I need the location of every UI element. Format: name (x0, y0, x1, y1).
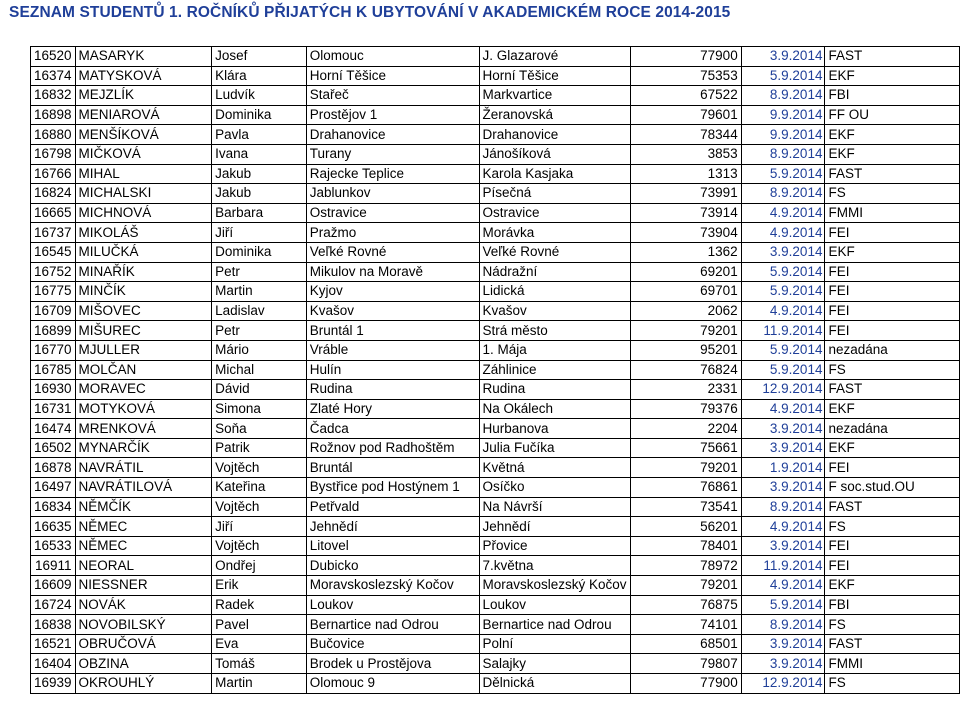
cell-city: Čadca (306, 419, 479, 439)
cell-faculty: EKF (825, 438, 960, 458)
cell-postal-code: 3853 (630, 144, 741, 164)
cell-surname: MINČÍK (75, 282, 212, 302)
cell-city: Bystřice pod Hostýnem 1 (306, 478, 479, 498)
cell-city: Ostravice (306, 203, 479, 223)
table-row (31, 144, 960, 164)
cell-date: 4.9.2014 (741, 223, 825, 243)
cell-street: Loukov (479, 595, 630, 615)
cell-surname: NĚMEC (75, 536, 212, 556)
students-table (30, 46, 960, 694)
cell-date: 5.9.2014 (741, 282, 825, 302)
cell-street: Na Návrší (479, 497, 630, 517)
cell-date: 8.9.2014 (741, 615, 825, 635)
cell-date: 12.9.2014 (741, 380, 825, 400)
table-row (31, 301, 960, 321)
cell-surname: NAVRÁTILOVÁ (75, 478, 212, 498)
cell-surname: OBRUČOVÁ (75, 634, 212, 654)
cell-faculty: EKF (825, 242, 960, 262)
cell-first-name: Jakub (212, 164, 307, 184)
table-row (31, 223, 960, 243)
cell-first-name: Mário (212, 340, 307, 360)
cell-faculty: EKF (825, 125, 960, 145)
cell-first-name: Michal (212, 360, 307, 380)
cell-street: Květná (479, 458, 630, 478)
cell-postal-code: 79201 (630, 321, 741, 341)
cell-street: Moravskoslezský Kočov (479, 576, 630, 596)
cell-postal-code: 2204 (630, 419, 741, 439)
cell-student-id: 16880 (31, 125, 76, 145)
cell-date: 5.9.2014 (741, 595, 825, 615)
cell-date: 5.9.2014 (741, 66, 825, 86)
cell-surname: NĚMEC (75, 517, 212, 537)
cell-first-name: Vojtěch (212, 458, 307, 478)
cell-date: 9.9.2014 (741, 105, 825, 125)
table-row (31, 47, 960, 67)
cell-faculty: FAST (825, 497, 960, 517)
cell-student-id: 16521 (31, 634, 76, 654)
cell-postal-code: 78344 (630, 125, 741, 145)
cell-date: 8.9.2014 (741, 184, 825, 204)
cell-first-name: Martin (212, 674, 307, 694)
cell-postal-code: 78401 (630, 536, 741, 556)
cell-faculty: F soc.stud.OU (825, 478, 960, 498)
cell-surname: MILUČKÁ (75, 242, 212, 262)
cell-date: 1.9.2014 (741, 458, 825, 478)
cell-student-id: 16878 (31, 458, 76, 478)
cell-faculty: FAST (825, 380, 960, 400)
cell-street: 7.května (479, 556, 630, 576)
table-row (31, 576, 960, 596)
cell-first-name: Kateřina (212, 478, 307, 498)
cell-student-id: 16374 (31, 66, 76, 86)
cell-faculty: FEI (825, 262, 960, 282)
cell-student-id: 16502 (31, 438, 76, 458)
cell-street: Písečná (479, 184, 630, 204)
cell-faculty: FS (825, 615, 960, 635)
cell-date: 4.9.2014 (741, 203, 825, 223)
cell-student-id: 16798 (31, 144, 76, 164)
cell-street: Veľké Rovné (479, 242, 630, 262)
table-row (31, 282, 960, 302)
cell-faculty: FAST (825, 634, 960, 654)
cell-first-name: Pavel (212, 615, 307, 635)
cell-student-id: 16724 (31, 595, 76, 615)
cell-street: Strá město (479, 321, 630, 341)
cell-faculty: FS (825, 517, 960, 537)
cell-city: Litovel (306, 536, 479, 556)
cell-postal-code: 56201 (630, 517, 741, 537)
cell-postal-code: 1313 (630, 164, 741, 184)
cell-first-name: Radek (212, 595, 307, 615)
cell-student-id: 16939 (31, 674, 76, 694)
cell-street: Rudina (479, 380, 630, 400)
cell-surname: MJULLER (75, 340, 212, 360)
cell-surname: NOVÁK (75, 595, 212, 615)
cell-surname: MICHALSKI (75, 184, 212, 204)
cell-street: Morávka (479, 223, 630, 243)
cell-city: Veľké Rovné (306, 242, 479, 262)
cell-city: Brodek u Prostějova (306, 654, 479, 674)
cell-city: Rožnov pod Radhoštěm (306, 438, 479, 458)
cell-first-name: Barbara (212, 203, 307, 223)
cell-student-id: 16899 (31, 321, 76, 341)
cell-date: 4.9.2014 (741, 517, 825, 537)
cell-postal-code: 76875 (630, 595, 741, 615)
cell-surname: MIŠUREC (75, 321, 212, 341)
cell-first-name: Ivana (212, 144, 307, 164)
cell-city: Stařeč (306, 86, 479, 106)
cell-street: J. Glazarové (479, 47, 630, 67)
cell-student-id: 16752 (31, 262, 76, 282)
cell-postal-code: 73904 (630, 223, 741, 243)
cell-postal-code: 73914 (630, 203, 741, 223)
cell-faculty: FEI (825, 536, 960, 556)
cell-faculty: FMMI (825, 203, 960, 223)
table-row (31, 634, 960, 654)
cell-first-name: Klára (212, 66, 307, 86)
cell-street: Ostravice (479, 203, 630, 223)
cell-street: Kvašov (479, 301, 630, 321)
cell-student-id: 16775 (31, 282, 76, 302)
cell-postal-code: 75353 (630, 66, 741, 86)
cell-surname: NOVOBILSKÝ (75, 615, 212, 635)
cell-surname: MASARYK (75, 47, 212, 67)
cell-city: Zlaté Hory (306, 399, 479, 419)
cell-date: 3.9.2014 (741, 438, 825, 458)
cell-postal-code: 78972 (630, 556, 741, 576)
cell-faculty: FS (825, 360, 960, 380)
cell-street: Karola Kasjaka (479, 164, 630, 184)
cell-student-id: 16497 (31, 478, 76, 498)
table-row (31, 478, 960, 498)
cell-surname: MORAVEC (75, 380, 212, 400)
cell-faculty: FS (825, 184, 960, 204)
table-row (31, 242, 960, 262)
table-row (31, 458, 960, 478)
cell-date: 3.9.2014 (741, 242, 825, 262)
cell-faculty: FS (825, 674, 960, 694)
cell-date: 5.9.2014 (741, 164, 825, 184)
table-row (31, 419, 960, 439)
document-title: SEZNAM STUDENTŮ 1. ROČNÍKŮ PŘIJATÝCH K UBYTOVÁNÍ V AKADEMICKÉM ROCE 2014-2015 (9, 4, 731, 21)
cell-student-id: 16731 (31, 399, 76, 419)
cell-postal-code: 67522 (630, 86, 741, 106)
cell-date: 8.9.2014 (741, 497, 825, 517)
cell-postal-code: 79201 (630, 576, 741, 596)
cell-street: Markvartice (479, 86, 630, 106)
cell-surname: MIŠOVEC (75, 301, 212, 321)
cell-city: Drahanovice (306, 125, 479, 145)
cell-street: Drahanovice (479, 125, 630, 145)
cell-postal-code: 76861 (630, 478, 741, 498)
cell-postal-code: 73991 (630, 184, 741, 204)
cell-faculty: FEI (825, 223, 960, 243)
cell-surname: MICHNOVÁ (75, 203, 212, 223)
cell-date: 8.9.2014 (741, 86, 825, 106)
cell-street: Záhlinice (479, 360, 630, 380)
table-row (31, 497, 960, 517)
cell-street: Osíčko (479, 478, 630, 498)
cell-postal-code: 77900 (630, 674, 741, 694)
cell-faculty: FAST (825, 47, 960, 67)
cell-student-id: 16709 (31, 301, 76, 321)
cell-street: Hurbanova (479, 419, 630, 439)
table-row (31, 321, 960, 341)
cell-street: Lidická (479, 282, 630, 302)
cell-city: Horní Těšice (306, 66, 479, 86)
cell-date: 4.9.2014 (741, 576, 825, 596)
cell-faculty: FF OU (825, 105, 960, 125)
cell-city: Dubicko (306, 556, 479, 576)
cell-city: Kvašov (306, 301, 479, 321)
cell-postal-code: 2331 (630, 380, 741, 400)
cell-street: Žeranovská (479, 105, 630, 125)
cell-surname: MRENKOVÁ (75, 419, 212, 439)
cell-street: Salajky (479, 654, 630, 674)
cell-student-id: 16838 (31, 615, 76, 635)
cell-street: Na Okálech (479, 399, 630, 419)
cell-postal-code: 76824 (630, 360, 741, 380)
cell-city: Olomouc 9 (306, 674, 479, 694)
cell-date: 11.9.2014 (741, 321, 825, 341)
cell-first-name: Petr (212, 321, 307, 341)
cell-city: Bučovice (306, 634, 479, 654)
cell-surname: MYNARČÍK (75, 438, 212, 458)
cell-postal-code: 79376 (630, 399, 741, 419)
cell-city: Loukov (306, 595, 479, 615)
cell-student-id: 16824 (31, 184, 76, 204)
cell-city: Pražmo (306, 223, 479, 243)
table-row (31, 674, 960, 694)
cell-city: Olomouc (306, 47, 479, 67)
cell-city: Bernartice nad Odrou (306, 615, 479, 635)
cell-faculty: FEI (825, 458, 960, 478)
cell-faculty: FEI (825, 321, 960, 341)
table-row (31, 654, 960, 674)
cell-faculty: EKF (825, 66, 960, 86)
cell-surname: MIČKOVÁ (75, 144, 212, 164)
cell-surname: OKROUHLÝ (75, 674, 212, 694)
table-row (31, 517, 960, 537)
cell-street: Jehnědí (479, 517, 630, 537)
cell-date: 5.9.2014 (741, 340, 825, 360)
cell-city: Bruntál 1 (306, 321, 479, 341)
table-row (31, 262, 960, 282)
cell-first-name: Vojtěch (212, 536, 307, 556)
cell-city: Turany (306, 144, 479, 164)
cell-city: Petřvald (306, 497, 479, 517)
cell-student-id: 16911 (31, 556, 76, 576)
cell-date: 4.9.2014 (741, 399, 825, 419)
cell-postal-code: 69701 (630, 282, 741, 302)
cell-postal-code: 68501 (630, 634, 741, 654)
cell-faculty: EKF (825, 144, 960, 164)
table-row (31, 86, 960, 106)
cell-student-id: 16766 (31, 164, 76, 184)
cell-faculty: FEI (825, 301, 960, 321)
table-row (31, 164, 960, 184)
cell-first-name: Tomáš (212, 654, 307, 674)
cell-postal-code: 74101 (630, 615, 741, 635)
cell-faculty: FMMI (825, 654, 960, 674)
cell-faculty: FAST (825, 164, 960, 184)
cell-first-name: Vojtěch (212, 497, 307, 517)
cell-student-id: 16785 (31, 360, 76, 380)
cell-postal-code: 2062 (630, 301, 741, 321)
cell-city: Rudina (306, 380, 479, 400)
table-row (31, 340, 960, 360)
cell-student-id: 16770 (31, 340, 76, 360)
cell-surname: NEORAL (75, 556, 212, 576)
cell-date: 3.9.2014 (741, 47, 825, 67)
table-row (31, 615, 960, 635)
table-row (31, 595, 960, 615)
cell-surname: MATYSKOVÁ (75, 66, 212, 86)
cell-date: 12.9.2014 (741, 674, 825, 694)
cell-city: Mikulov na Moravě (306, 262, 479, 282)
cell-first-name: Martin (212, 282, 307, 302)
table-row (31, 66, 960, 86)
cell-first-name: Jakub (212, 184, 307, 204)
cell-faculty: nezadána (825, 419, 960, 439)
cell-student-id: 16635 (31, 517, 76, 537)
table-row (31, 438, 960, 458)
cell-first-name: Jiří (212, 517, 307, 537)
cell-student-id: 16832 (31, 86, 76, 106)
cell-surname: MIKOLÁŠ (75, 223, 212, 243)
cell-postal-code: 77900 (630, 47, 741, 67)
cell-street: Bernartice nad Odrou (479, 615, 630, 635)
cell-first-name: Dávid (212, 380, 307, 400)
cell-surname: MENIAROVÁ (75, 105, 212, 125)
table-row (31, 380, 960, 400)
cell-first-name: Pavla (212, 125, 307, 145)
cell-first-name: Soňa (212, 419, 307, 439)
cell-surname: MENŠÍKOVÁ (75, 125, 212, 145)
cell-surname: MEJZLÍK (75, 86, 212, 106)
cell-faculty: nezadána (825, 340, 960, 360)
table-row (31, 360, 960, 380)
cell-date: 3.9.2014 (741, 536, 825, 556)
cell-date: 5.9.2014 (741, 262, 825, 282)
cell-student-id: 16665 (31, 203, 76, 223)
cell-postal-code: 69201 (630, 262, 741, 282)
cell-first-name: Erik (212, 576, 307, 596)
cell-first-name: Josef (212, 47, 307, 67)
cell-student-id: 16533 (31, 536, 76, 556)
cell-faculty: EKF (825, 399, 960, 419)
cell-first-name: Petr (212, 262, 307, 282)
cell-student-id: 16609 (31, 576, 76, 596)
cell-surname: OBZINA (75, 654, 212, 674)
cell-city: Hulín (306, 360, 479, 380)
cell-postal-code: 79807 (630, 654, 741, 674)
cell-date: 5.9.2014 (741, 360, 825, 380)
cell-street: Horní Těšice (479, 66, 630, 86)
cell-street: Jánošíková (479, 144, 630, 164)
cell-first-name: Dominika (212, 242, 307, 262)
cell-date: 9.9.2014 (741, 125, 825, 145)
cell-city: Jablunkov (306, 184, 479, 204)
table-row (31, 125, 960, 145)
cell-city: Prostějov 1 (306, 105, 479, 125)
cell-street: Dělnická (479, 674, 630, 694)
cell-first-name: Ludvík (212, 86, 307, 106)
cell-street: Polní (479, 634, 630, 654)
cell-faculty: FEI (825, 556, 960, 576)
cell-surname: NIESSNER (75, 576, 212, 596)
cell-student-id: 16404 (31, 654, 76, 674)
cell-date: 3.9.2014 (741, 634, 825, 654)
cell-date: 3.9.2014 (741, 654, 825, 674)
cell-city: Moravskoslezský Kočov (306, 576, 479, 596)
cell-faculty: FEI (825, 282, 960, 302)
cell-surname: NĚMČÍK (75, 497, 212, 517)
cell-first-name: Ladislav (212, 301, 307, 321)
cell-first-name: Ondřej (212, 556, 307, 576)
cell-faculty: FBI (825, 86, 960, 106)
cell-student-id: 16545 (31, 242, 76, 262)
cell-city: Vráble (306, 340, 479, 360)
cell-street: Nádražní (479, 262, 630, 282)
cell-postal-code: 79601 (630, 105, 741, 125)
cell-faculty: EKF (825, 576, 960, 596)
cell-postal-code: 73541 (630, 497, 741, 517)
cell-date: 3.9.2014 (741, 478, 825, 498)
cell-surname: MOLČAN (75, 360, 212, 380)
table-row (31, 203, 960, 223)
cell-surname: MINAŘÍK (75, 262, 212, 282)
cell-surname: MOTYKOVÁ (75, 399, 212, 419)
cell-surname: NAVRÁTIL (75, 458, 212, 478)
table-row (31, 556, 960, 576)
table-row (31, 184, 960, 204)
cell-student-id: 16898 (31, 105, 76, 125)
cell-first-name: Jiří (212, 223, 307, 243)
table-row (31, 536, 960, 556)
cell-postal-code: 75661 (630, 438, 741, 458)
cell-street: 1. Mája (479, 340, 630, 360)
cell-postal-code: 79201 (630, 458, 741, 478)
cell-faculty: FBI (825, 595, 960, 615)
cell-date: 11.9.2014 (741, 556, 825, 576)
cell-student-id: 16737 (31, 223, 76, 243)
cell-first-name: Dominika (212, 105, 307, 125)
cell-postal-code: 1362 (630, 242, 741, 262)
cell-first-name: Patrik (212, 438, 307, 458)
table-row (31, 399, 960, 419)
cell-city: Kyjov (306, 282, 479, 302)
cell-city: Jehnědí (306, 517, 479, 537)
cell-student-id: 16474 (31, 419, 76, 439)
cell-postal-code: 95201 (630, 340, 741, 360)
cell-student-id: 16834 (31, 497, 76, 517)
cell-street: Julia Fučíka (479, 438, 630, 458)
cell-street: Přovice (479, 536, 630, 556)
cell-date: 3.9.2014 (741, 419, 825, 439)
cell-first-name: Simona (212, 399, 307, 419)
cell-date: 4.9.2014 (741, 301, 825, 321)
cell-city: Rajecke Teplice (306, 164, 479, 184)
table-row (31, 105, 960, 125)
cell-date: 8.9.2014 (741, 144, 825, 164)
cell-first-name: Eva (212, 634, 307, 654)
cell-city: Bruntál (306, 458, 479, 478)
cell-student-id: 16520 (31, 47, 76, 67)
cell-surname: MIHAL (75, 164, 212, 184)
cell-student-id: 16930 (31, 380, 76, 400)
